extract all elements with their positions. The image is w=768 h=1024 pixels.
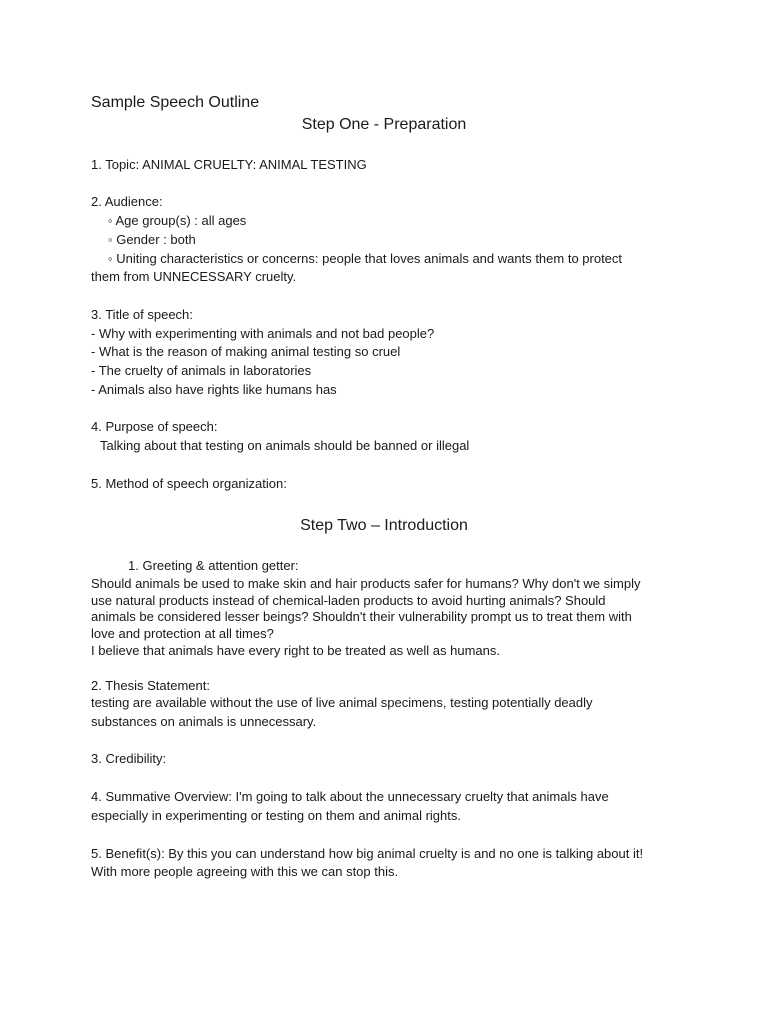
step-one-heading: Step One - Preparation — [301, 116, 467, 133]
purpose-text: Talking about that testing on animals should be banned or illegal — [100, 438, 470, 453]
benefit-line-2: With more people agreeing with this we can stop this. — [91, 864, 399, 879]
audience-label: 2. Audience: — [91, 194, 163, 209]
greeting-line-2: use natural products instead of chemical-laden products to avoid hurting animals? Should — [91, 593, 606, 608]
title-option-4: - Animals also have rights like humans has — [91, 382, 337, 397]
benefit-line-1: 5. Benefit(s): By this you can understand how big animal cruelty is and no one is talking about it! — [91, 846, 644, 861]
audience-age-item: ◦ Age group(s) : all ages — [108, 213, 247, 228]
method-label: 5. Method of speech organization: — [91, 476, 287, 491]
topic-line: 1. Topic: ANIMAL CRUELTY: ANIMAL TESTING — [91, 157, 367, 172]
audience-uniting-continuation: them from UNNECESSARY cruelty. — [91, 269, 297, 284]
purpose-label: 4. Purpose of speech: — [91, 419, 218, 434]
title-option-1: - Why with experimenting with animals and not bad people? — [91, 326, 435, 341]
document-title: Sample Speech Outline — [91, 94, 260, 111]
audience-uniting-item: ◦ Uniting characteristics or concerns: people that loves animals and wants them to protect — [108, 251, 623, 266]
thesis-line-2: substances on animals is unnecessary. — [91, 714, 317, 729]
greeting-label: 1. Greeting & attention getter: — [128, 558, 299, 573]
greeting-line-1: Should animals be used to make skin and hair products safer for humans? Why don't we simply — [91, 576, 641, 591]
credibility-label: 3. Credibility: — [91, 751, 167, 766]
greeting-line-5: I believe that animals have every right to be treated as well as humans. — [91, 643, 500, 658]
greeting-line-4: love and protection at all times? — [91, 626, 274, 641]
title-option-2: - What is the reason of making animal testing so cruel — [91, 344, 401, 359]
thesis-line-1: testing are available without the use of live animal specimens, testing potentially deadly — [91, 695, 593, 710]
greeting-line-3: animals be considered lesser beings? Shouldn't their vulnerability prompt us to treat them with — [91, 609, 632, 624]
audience-gender-item: ◦ Gender : both — [108, 232, 196, 247]
title-of-speech-label: 3. Title of speech: — [91, 307, 193, 322]
step-two-heading: Step Two – Introduction — [300, 517, 468, 534]
overview-line-2: especially in experimenting or testing on them and animal rights. — [91, 808, 461, 823]
title-option-3: - The cruelty of animals in laboratories — [91, 363, 312, 378]
overview-line-1: 4. Summative Overview: I'm going to talk about the unnecessary cruelty that animals have — [91, 789, 609, 804]
thesis-label: 2. Thesis Statement: — [91, 678, 210, 693]
